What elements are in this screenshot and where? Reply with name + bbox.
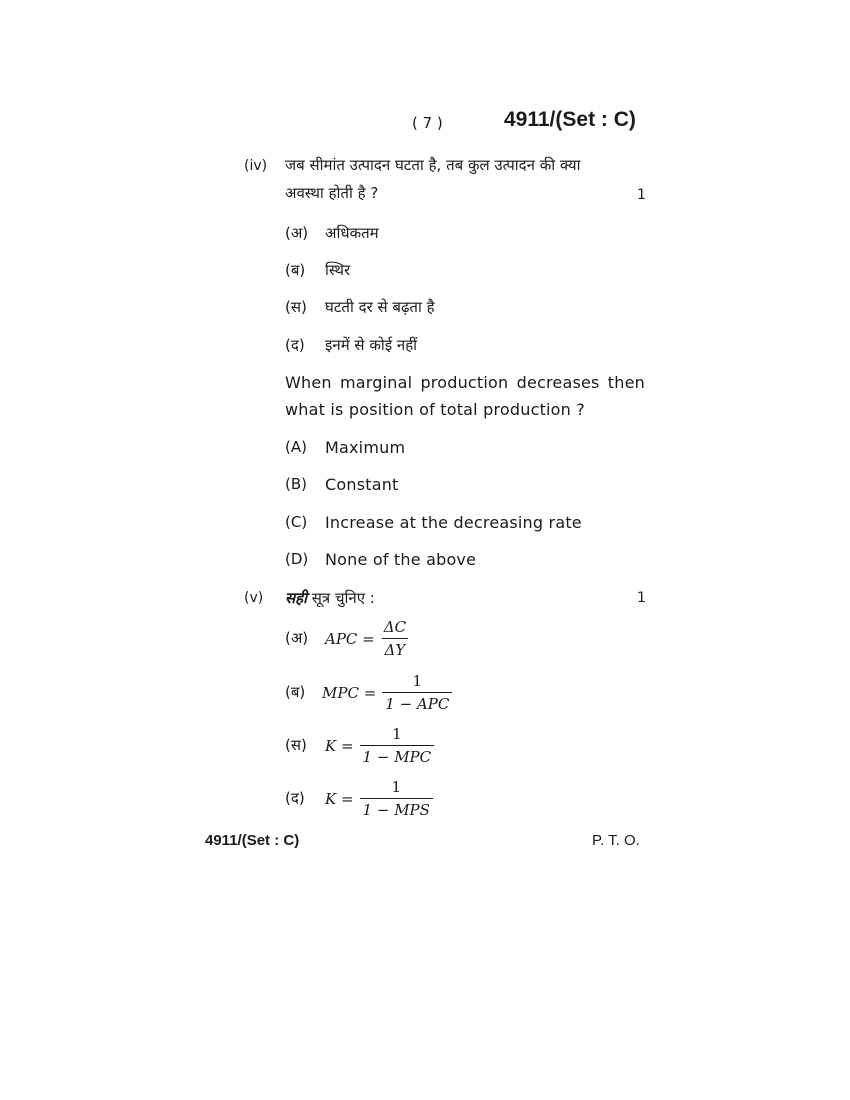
fraction-numerator: ΔC <box>383 618 407 636</box>
fraction <box>360 778 433 819</box>
fraction-denominator: ΔY <box>382 638 409 659</box>
formula-lhs: APC = <box>325 629 375 648</box>
option-label-b-hindi: (ब) <box>285 261 306 279</box>
fraction-numerator: 1 <box>412 672 423 690</box>
formula-option-label-c: (स) <box>285 736 307 754</box>
option-text-a-hindi: अधिकतम <box>325 224 379 242</box>
question-number-iv: (iv) <box>244 158 268 174</box>
option-text-b-english: Constant <box>325 475 399 494</box>
question-v-rest: सूत्र चुनिए : <box>311 589 375 607</box>
question-iv-english-line1: When marginal production decreases then <box>285 373 645 392</box>
question-iv-marks: 1 <box>637 187 646 203</box>
option-label-a-hindi: (अ) <box>285 224 309 242</box>
fraction <box>382 672 452 713</box>
formula-option-label-b: (ब) <box>285 683 306 701</box>
option-label-d-english: (D) <box>285 550 309 568</box>
fraction-denominator: 1 − MPS <box>360 798 433 819</box>
formula-option-a <box>325 618 409 659</box>
question-iv-hindi-line2: अवस्था होती है ? <box>285 184 379 202</box>
option-label-d-hindi: (द) <box>285 336 305 354</box>
option-label-c-english: (C) <box>285 513 308 531</box>
fraction-numerator: 1 <box>391 778 402 796</box>
fraction <box>381 618 409 659</box>
question-v-emphasis: सही <box>285 589 307 607</box>
formula-option-c <box>325 725 434 766</box>
option-label-a-english: (A) <box>285 438 307 456</box>
formula-lhs: MPC = <box>322 683 377 702</box>
question-iv-hindi-text: जब सीमांत उत्पादन घटता है, तब कुल उत्पादन की क्या <box>285 156 581 174</box>
fraction-numerator: 1 <box>392 725 402 743</box>
option-text-c-english: Increase at the decreasing rate <box>325 513 582 532</box>
option-text-c-hindi: घटती दर से बढ़ता है <box>325 298 435 316</box>
fraction-denominator: 1 − APC <box>382 692 452 713</box>
formula-option-label-d: (द) <box>285 789 305 807</box>
question-number-v: (v) <box>244 590 264 606</box>
fraction <box>360 725 435 766</box>
question-v-marks: 1 <box>637 590 646 606</box>
formula-lhs: K = <box>325 789 354 808</box>
please-turn-over: P. T. O. <box>592 832 640 849</box>
question-iv-hindi-line1 <box>285 155 645 175</box>
option-text-b-hindi: स्थिर <box>325 261 351 279</box>
page-number: ( 7 ) <box>412 114 443 132</box>
option-label-c-hindi: (स) <box>285 298 307 316</box>
option-text-d-hindi: इनमें से कोई नहीं <box>325 336 418 354</box>
question-iv-english-line2: what is position of total production ? <box>285 400 585 419</box>
formula-lhs: K = <box>325 736 354 755</box>
option-text-a-english: Maximum <box>325 438 406 457</box>
question-v-text <box>285 588 375 608</box>
paper-code-footer: 4911/(Set : C) <box>205 832 300 849</box>
fraction-denominator: 1 − MPC <box>360 745 435 766</box>
formula-option-label-a: (अ) <box>285 629 309 647</box>
option-text-d-english: None of the above <box>325 550 477 569</box>
paper-code-header: 4911/(Set : C) <box>504 108 636 131</box>
formula-option-d <box>325 778 433 819</box>
option-label-b-english: (B) <box>285 475 307 493</box>
formula-option-b <box>322 672 452 713</box>
